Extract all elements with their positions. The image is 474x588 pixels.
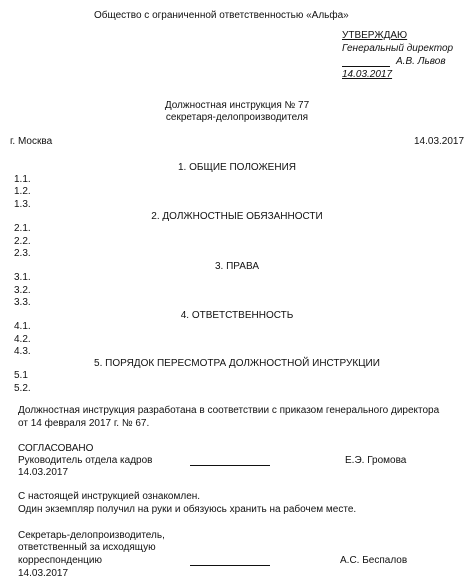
section-4-item: 4.2. (14, 334, 31, 345)
section-2-heading: 2. ДОЛЖНОСТНЫЕ ОБЯЗАННОСТИ (151, 211, 323, 222)
section-1-item: 1.3. (14, 199, 31, 210)
section-5-heading: 5. ПОРЯДОК ПЕРЕСМОТРА ДОЛЖНОСТНОЙ ИНСТРУКЦИИ (94, 358, 380, 369)
section-2-item: 2.1. (14, 223, 31, 234)
agreed-date: 14.03.2017 (18, 467, 69, 478)
organization-name: Общество с ограниченной ответственностью «Альфа» (94, 10, 349, 21)
approval-title: УТВЕРЖДАЮ (342, 30, 408, 41)
approval-position: Генеральный директор (342, 43, 454, 54)
employee-date: 14.03.2017 (18, 568, 69, 579)
basis-line2: от 14 февраля 2017 г. № 67. (18, 418, 150, 429)
doc-title-line1: Должностная инструкция № 77 (164, 100, 310, 111)
agreed-signer: Е.Э. Громова (345, 455, 407, 466)
basis-line1: Должностная инструкция разработана в соответствии с приказом генерального директора (18, 405, 440, 416)
acquainted-line2: Один экземпляр получил на руки и обязуюсь хранить на рабочем месте. (18, 504, 357, 515)
employee-signature-line (190, 565, 270, 566)
employee-line1: Секретарь-делопроизводитель, (18, 530, 165, 541)
section-3-item: 3.3. (14, 297, 31, 308)
document-date: 14.03.2017 (414, 136, 465, 147)
agreed-position: Руководитель отдела кадров (18, 455, 153, 466)
approval-signer: А.В. Львов (396, 56, 446, 67)
agreed-title: СОГЛАСОВАНО (18, 443, 94, 454)
section-4-item: 4.1. (14, 321, 31, 332)
section-1-item: 1.1. (14, 174, 31, 185)
agreed-signature-line (190, 465, 270, 466)
section-4-item: 4.3. (14, 346, 31, 357)
section-1-heading: 1. ОБЩИЕ ПОЛОЖЕНИЯ (178, 162, 296, 173)
section-2-item: 2.2. (14, 236, 31, 247)
employee-line2: ответственный за исходящую (18, 542, 156, 553)
section-4-heading: 4. ОТВЕТСТВЕННОСТЬ (180, 310, 294, 321)
doc-title-line2: секретаря-делопроизводителя (165, 112, 309, 123)
section-2-item: 2.3. (14, 248, 31, 259)
employee-signer: А.С. Беспалов (340, 555, 408, 566)
section-1-item: 1.2. (14, 186, 31, 197)
employee-line3: корреспонденцию (18, 555, 102, 566)
approval-date: 14.03.2017 (342, 69, 393, 80)
section-3-item: 3.1. (14, 272, 31, 283)
section-3-item: 3.2. (14, 285, 31, 296)
section-3-heading: 3. ПРАВА (215, 261, 259, 272)
approval-signature-line (342, 66, 390, 67)
section-5-item: 5.2. (14, 383, 31, 394)
acquainted-line1: С настоящей инструкцией ознакомлен. (18, 491, 201, 502)
section-5-item: 5.1 (14, 370, 28, 381)
place: г. Москва (10, 136, 53, 147)
